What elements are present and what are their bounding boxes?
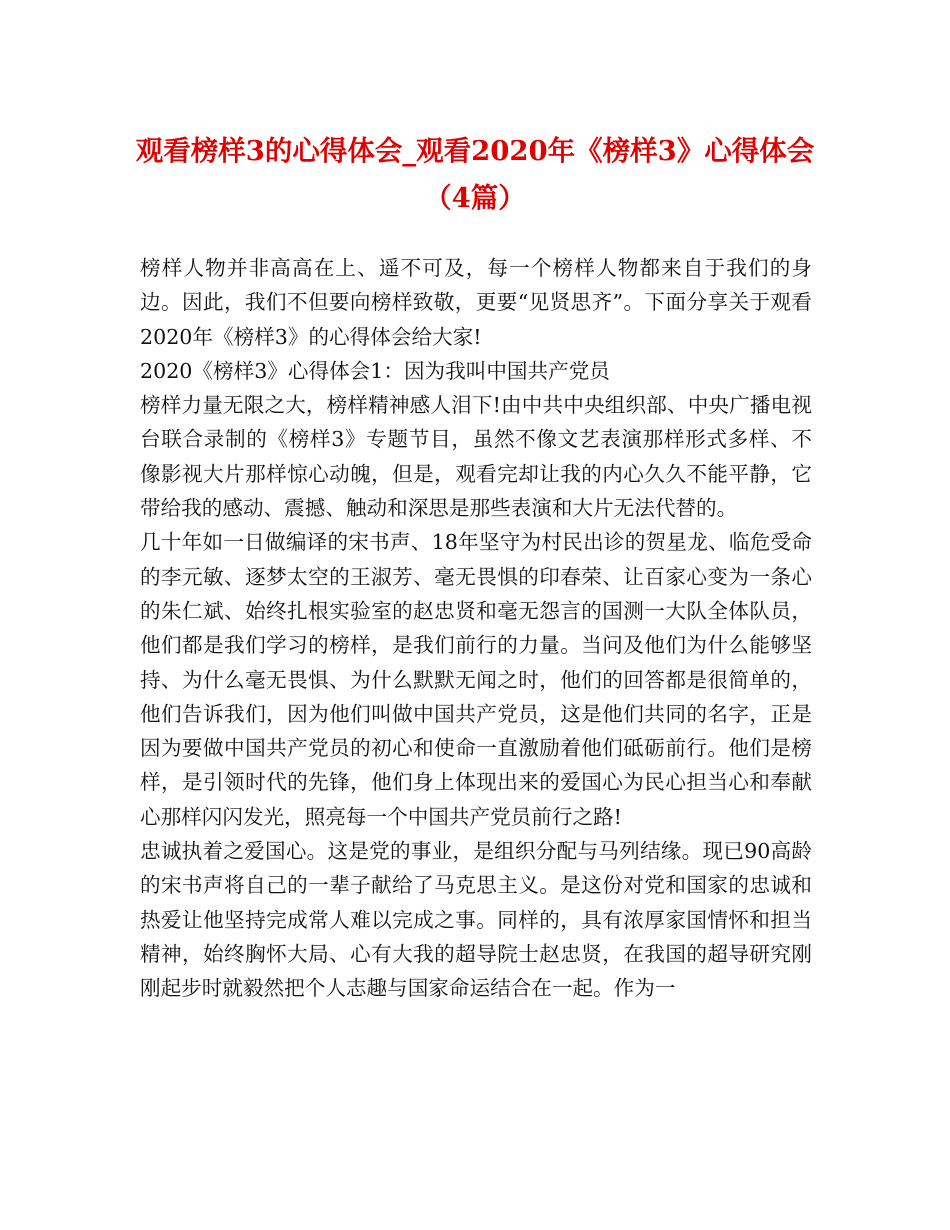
body-paragraph: 榜样力量无限之大，榜样精神感人泪下!由中共中央组织部、中央广播电视台联合录制的《榜样3》专题节目，虽然不像文艺表演那样形式多样、不像影视大片那样惊心动魄，但是，观看完却让我的内心久久不能平静，它带给我的感动、震撼、触动和深思是那些表演和大片无法代替的。 [140, 393, 812, 521]
body-paragraph: 忠诚执着之爱国心。这是党的事业，是组织分配与马列结缘。现已90高龄的宋书声将自己的一辈子献给了马克思主义。是这份对党和国家的忠诚和热爱让他坚持完成常人难以完成之事。同样的，具有浓厚家国情怀和担当精神，始终胸怀大局、心有大我的超导院士赵忠贤，在我国的超导研究刚刚起步时就毅然把个人志趣与国家命运结合在一起。作为一 [140, 839, 812, 1001]
body-paragraph: 几十年如一日做编译的宋书声、18年坚守为村民出诊的贺星龙、临危受命的李元敏、逐梦太空的王淑芳、毫无畏惧的印春荣、让百家心变为一条心的朱仁斌、始终扎根实验室的赵忠贤和毫无怨言的国测一大队全体队员，他们都是我们学习的榜样，是我们前行的力量。当问及他们为什么能够坚持、为什么毫无畏惧、为什么默默无闻之时，他们的回答都是很简单的，他们告诉我们，因为他们叫做中国共产党员，这是他们共同的名字，正是因为要做中国共产党员的初心和使命一直激励着他们砥砺前行。他们是榜样，是引领时代的先锋，他们身上体现出来的爱国心为民心担当心和奉献心那样闪闪发光，照亮每一个中国共产党员前行之路! [140, 530, 812, 829]
document-body [140, 251, 812, 1006]
section-heading: 2020《榜样3》心得体会1：因为我叫中国共产党员 [140, 358, 610, 383]
document-title: 观看榜样3的心得体会_观看2020年《榜样3》心得体会（4篇） [135, 135, 815, 214]
intro-paragraph: 榜样人物并非高高在上、遥不可及，每一个榜样人物都来自于我们的身边。因此，我们不但要向榜样致敬，更要“见贤思齐”。下面分享关于观看2020年《榜样3》的心得体会给大家! [140, 256, 812, 349]
